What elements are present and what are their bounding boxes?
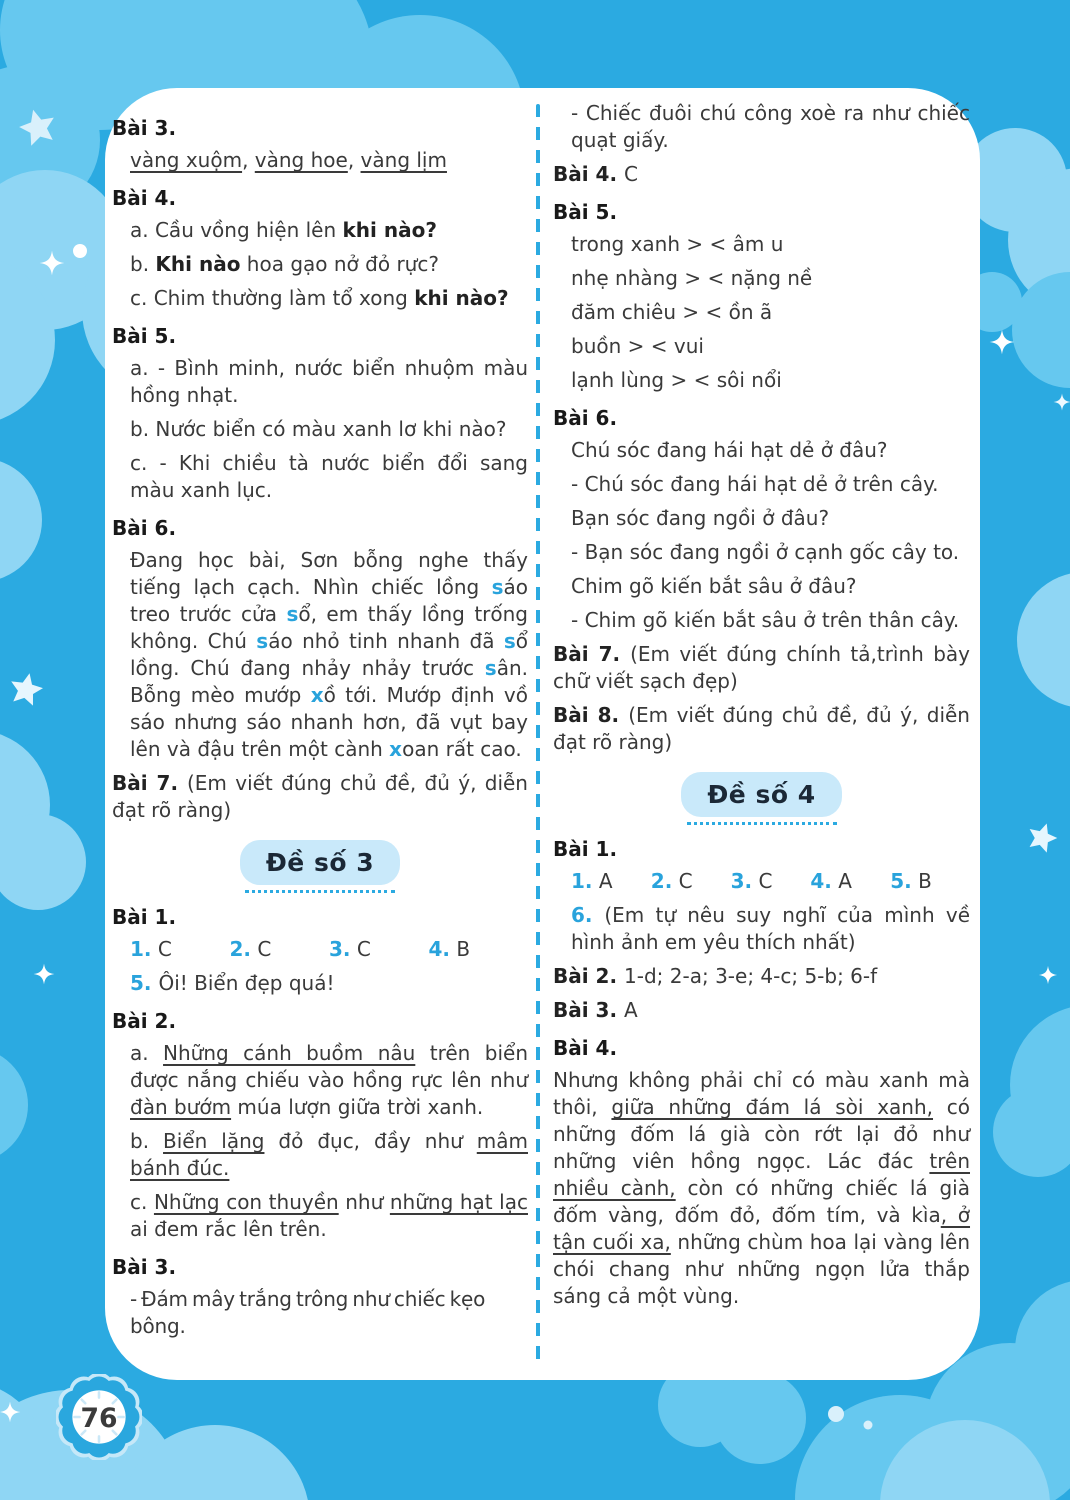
text-segment: a. Cầu vồng hiện lên — [130, 218, 343, 242]
bai-4-a — [112, 217, 528, 244]
text-segment: Bài 1. — [553, 837, 618, 861]
bai-5-pair-1 — [553, 231, 970, 258]
badge-dashed-line — [245, 890, 395, 893]
bai-5-pair-4 — [553, 333, 970, 360]
text-segment: Chú sóc đang hái hạt dẻ ở đâu? — [571, 438, 888, 462]
text-segment: Bài 6. — [112, 516, 177, 540]
answer-letter: C — [157, 937, 172, 961]
text-segment: a. - Bình minh, nước biển nhuộm màu hồng nhạt. — [130, 356, 528, 407]
bai-5-heading — [112, 323, 528, 350]
text-segment: Bài 7. — [553, 642, 631, 666]
text-segment: Bài 3. — [553, 998, 625, 1022]
text-segment: Bài 7. — [112, 771, 187, 795]
bai-4-heading — [112, 185, 528, 212]
text-segment: vàng lịm — [360, 148, 447, 172]
text-segment: đàn bướm — [130, 1095, 232, 1119]
text-segment: Biển lặng — [163, 1129, 265, 1153]
text-segment: 1-d; 2-a; 3-e; 4-c; 5-b; 6-f — [624, 964, 878, 988]
bai-2-a — [112, 1040, 528, 1121]
text-segment: vàng xuộm — [130, 148, 243, 172]
bai-3-answer-cont — [553, 100, 970, 154]
text-segment: trong xanh > < âm u — [571, 232, 784, 256]
text-segment: Bài 4. — [553, 162, 625, 186]
text-segment: Bài 4. — [112, 186, 177, 210]
answer-number: 2. — [650, 869, 673, 893]
answer-number: 2. — [229, 937, 252, 961]
answer-item — [571, 868, 651, 895]
text-segment: Bài 2. — [553, 964, 625, 988]
text-segment: Bài 5. — [553, 200, 618, 224]
text-segment: buồn > < vui — [571, 334, 704, 358]
text-segment: - Chú sóc đang hái hạt dẻ ở trên cây. — [571, 472, 939, 496]
bai-5-b — [112, 416, 528, 443]
text-segment: b. Nước biển có màu xanh lơ khi nào? — [130, 417, 507, 441]
text-segment: (Em viết đúng chủ đề, đủ ý, diễn đạt rõ ràng) — [112, 771, 528, 822]
text-segment: Chim gõ kiến bắt sâu ở đâu? — [571, 574, 857, 598]
badge-label: Đề số 4 — [681, 772, 841, 817]
bai-6-a3 — [553, 607, 970, 634]
bai-6-heading — [553, 405, 970, 432]
text-segment: , ở tận cuối xa, — [553, 1203, 971, 1254]
bai-7-note — [553, 641, 970, 695]
text-segment: x — [389, 737, 403, 761]
text-segment: , — [347, 148, 361, 172]
bai-5-pair-3 — [553, 299, 970, 326]
bai-5-heading — [553, 199, 970, 226]
text-segment: đỏ đục, đầy như — [264, 1129, 477, 1153]
text-segment: áo treo trước cửa — [130, 575, 528, 626]
text-segment: (Em tự nêu suy nghĩ của mình về hình ảnh em yêu thích nhất) — [571, 903, 970, 954]
text-segment: - Chim gõ kiến bắt sâu ở trên thân cây. — [571, 608, 960, 632]
bai-4-answer — [553, 161, 970, 188]
text-segment: vàng hoe — [254, 148, 348, 172]
text-segment: những hạt lạc — [389, 1190, 528, 1214]
text-segment: b. — [130, 252, 156, 276]
text-segment: những chùm hoa lại vàng lên chói chang như những ngọn lửa thắp sáng cả một vùng. — [553, 1230, 970, 1308]
bai-1-answer-6 — [553, 902, 970, 956]
text-segment: Những con thuyền — [153, 1190, 339, 1214]
text-segment: Bài 3. — [112, 1255, 177, 1279]
text-segment: Nhưng không phải chỉ có màu xanh mà thôi, — [553, 1068, 970, 1119]
text-segment: Bài 6. — [553, 406, 618, 430]
bai-1-answer-5 — [112, 970, 528, 997]
text-segment: Bài 1. — [112, 905, 177, 929]
bai-6-q1 — [553, 437, 970, 464]
text-segment: Bài 3. — [112, 116, 177, 140]
text-segment: A — [624, 998, 638, 1022]
answer-letter: B — [456, 937, 471, 961]
answer-item — [429, 936, 529, 963]
text-segment: C — [624, 162, 639, 186]
bai-1-heading — [553, 836, 970, 863]
text-segment: Ôi! Biển đẹp quá! — [158, 971, 335, 995]
text-segment: như — [338, 1190, 390, 1214]
text-segment: đăm chiêu > < ồn ã — [571, 300, 773, 324]
text-segment: nhẹ nhàng > < nặng nề — [571, 266, 813, 290]
bai-6-q2 — [553, 505, 970, 532]
bai-6-a2 — [553, 539, 970, 566]
text-segment: Khi nào — [155, 252, 241, 276]
page-number: 76 — [80, 1403, 118, 1435]
text-segment: Bạn sóc đang ngồi ở đâu? — [571, 506, 830, 530]
bai-2-answer — [553, 963, 970, 990]
bai-5-a — [112, 355, 528, 409]
text-segment: s — [484, 656, 497, 680]
badge-label: Đề số 3 — [240, 840, 400, 885]
text-segment: - Đám mây trắng trông như chiếc kẹo bông. — [130, 1287, 486, 1338]
text-segment: còn có những chiếc lá già đốm vàng, đốm đỏ, đốm tím, và kìa — [553, 1176, 970, 1227]
text-segment: Bài 5. — [112, 324, 177, 348]
bai-3b-heading — [112, 1254, 528, 1281]
bai-7-note — [112, 770, 528, 824]
text-segment: (Em viết đúng chủ đề, đủ ý, diễn đạt rõ ràng) — [553, 703, 970, 754]
text-segment: lạnh lùng > < sôi nổi — [571, 368, 782, 392]
bai-4-c — [112, 285, 528, 312]
answer-letter: C — [678, 869, 693, 893]
bai-5-c — [112, 450, 528, 504]
text-segment: s — [256, 629, 269, 653]
answer-item — [230, 936, 330, 963]
bai-4-paragraph — [553, 1067, 970, 1310]
bai-6-a1 — [553, 471, 970, 498]
bai-4-b — [112, 251, 528, 278]
text-segment: x — [310, 683, 324, 707]
answer-letter: C — [356, 937, 371, 961]
right-column — [553, 100, 970, 1317]
bai-5-pair-2 — [553, 265, 970, 292]
answer-letter: A — [598, 869, 613, 893]
de-so-3-badge — [112, 840, 528, 893]
text-segment: trên biển được nắng chiếu vào hồng rực lên như — [130, 1041, 528, 1092]
bai-4-heading — [553, 1035, 970, 1062]
text-segment: b. — [130, 1129, 164, 1153]
text-segment: khi nào? — [414, 286, 509, 310]
left-column — [112, 104, 528, 1347]
answer-item — [329, 936, 429, 963]
bai-8-note — [553, 702, 970, 756]
text-segment: s — [491, 575, 504, 599]
bai-3-answer — [553, 997, 970, 1024]
text-segment: s — [503, 629, 516, 653]
text-segment: Bài 8. — [553, 703, 629, 727]
text-segment: 6. — [571, 903, 605, 927]
de-so-4-badge — [553, 772, 970, 825]
dot-decoration — [828, 1406, 844, 1422]
text-segment: ổ lồng. Chú đang nhảy nhảy trước — [130, 629, 528, 680]
bai-6-paragraph — [112, 547, 528, 763]
text-segment: oan rất cao. — [402, 737, 522, 761]
bai-2-c — [112, 1189, 528, 1243]
answer-item — [810, 868, 890, 895]
text-segment: hoa gạo nở đỏ rực? — [240, 252, 439, 276]
answer-number: 4. — [810, 869, 832, 893]
answer-letter: B — [918, 869, 932, 893]
bai-3-answers — [112, 147, 528, 174]
answer-letter: A — [838, 869, 852, 893]
text-segment: ổ, em thấy lồng trống không. Chú — [130, 602, 528, 653]
text-segment: Đang học bài, Sơn bỗng nghe thấy tiếng lạch cạch. Nhìn chiếc lồng — [130, 548, 528, 599]
answer-item — [731, 868, 811, 895]
bai-5-pair-5 — [553, 367, 970, 394]
text-segment: ân. Bỗng mèo mướp — [130, 656, 528, 707]
text-segment: - Bạn sóc đang ngồi ở cạnh gốc cây to. — [571, 540, 960, 564]
bai-6-q3 — [553, 573, 970, 600]
text-segment: c. Chim thường làm tổ xong — [130, 286, 415, 310]
text-segment: mâm bánh đúc. — [130, 1129, 528, 1180]
text-segment: s — [286, 602, 299, 626]
text-segment: trên nhiều cành, — [553, 1149, 970, 1200]
answer-number: 1. — [571, 869, 593, 893]
text-segment: có những đốm lá già còn rớt lại đỏ như những viên hồng ngọc. Lác đác — [553, 1095, 970, 1173]
column-divider-dashed-line — [536, 104, 540, 1366]
text-segment: ai đem rắc lên trên. — [130, 1217, 327, 1241]
text-segment: - Chiếc đuôi chú công xoè ra như chiếc quạt giấy. — [571, 101, 970, 152]
answer-item — [130, 936, 230, 963]
bai-1-answers-row — [553, 868, 970, 895]
text-segment: (Em viết đúng chính tả,trình bày chữ viết sạch đẹp) — [553, 642, 970, 693]
text-segment: giữa những đám lá sòi xanh, — [611, 1095, 934, 1119]
answer-number: 5. — [890, 869, 912, 893]
text-segment: Bài 4. — [553, 1036, 618, 1060]
page-number-badge — [56, 1374, 142, 1460]
text-segment: khi nào? — [342, 218, 437, 242]
bai-2-b — [112, 1128, 528, 1182]
text-segment: , — [242, 148, 255, 172]
text-segment: c. - Khi chiều tà nước biển đổi sang màu xanh lục. — [130, 451, 528, 502]
text-segment: c. — [130, 1190, 154, 1214]
answer-number: 3. — [730, 869, 753, 893]
answer-number: 4. — [428, 937, 451, 961]
answer-item — [890, 868, 970, 895]
bai-1-answers-row — [112, 936, 528, 963]
bai-3-heading — [112, 115, 528, 142]
answer-item — [651, 868, 731, 895]
answer-number: 3. — [329, 937, 351, 961]
answer-letter: C — [758, 869, 773, 893]
text-segment: 5. — [130, 971, 159, 995]
bai-6-heading — [112, 515, 528, 542]
text-segment: Những cánh buồm nâu — [163, 1041, 416, 1065]
text-segment: áo nhỏ tinh nhanh đã — [268, 629, 504, 653]
text-segment: a. — [130, 1041, 164, 1065]
answer-number: 1. — [130, 937, 152, 961]
text-segment: ồ tới. Mướp định vồ sáo nhưng sáo nhanh hơn, đã vụt bay lên và đậu trên một cành — [130, 683, 529, 761]
text-segment: múa lượn giữa trời xanh. — [231, 1095, 484, 1119]
bai-1-heading — [112, 904, 528, 931]
bai-3b-answer — [112, 1286, 528, 1340]
dot-decoration — [864, 1421, 873, 1430]
dot-decoration — [73, 244, 87, 258]
bai-2-heading — [112, 1008, 528, 1035]
text-segment: Bài 2. — [112, 1009, 177, 1033]
answer-letter: C — [257, 937, 272, 961]
badge-dashed-line — [687, 822, 837, 825]
